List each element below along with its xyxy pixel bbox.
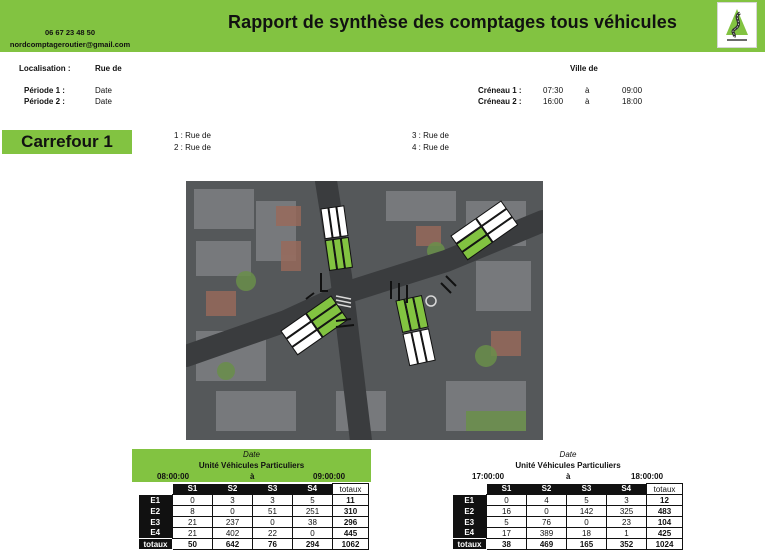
table-cell: 0	[293, 528, 333, 539]
table1-corner	[139, 484, 173, 495]
table2-date: Date	[559, 450, 577, 459]
creneau2-start: 16:00	[543, 97, 564, 106]
table-cell: 76	[527, 517, 567, 528]
table-row	[453, 506, 683, 517]
grand-total: 1062	[333, 539, 369, 550]
row-total: 310	[333, 506, 369, 517]
table1-date: Date	[243, 450, 260, 459]
street-4: 4 : Rue de	[412, 143, 449, 152]
creneau1-end: 09:00	[622, 86, 643, 95]
row-total: 12	[647, 495, 683, 506]
table2-col-s1: S1	[487, 484, 527, 495]
row-total: 425	[647, 528, 683, 539]
table1-end: 09:00:00	[313, 472, 346, 481]
localisation-value: Rue de	[95, 64, 122, 73]
table2-col-totaux: totaux	[647, 484, 683, 495]
table2-col-s4: S4	[607, 484, 647, 495]
table-cell: 0	[173, 495, 213, 506]
table1-start: 08:00:00	[157, 472, 190, 481]
table1-counts	[138, 483, 369, 550]
row-total: 445	[333, 528, 369, 539]
column-total: 165	[567, 539, 607, 550]
table-row	[139, 517, 369, 528]
table1-unit: Unité Véhicules Particuliers	[198, 461, 305, 470]
table1-col-s1: S1	[173, 484, 213, 495]
row-total: 483	[647, 506, 683, 517]
table-cell: 0	[253, 517, 293, 528]
table-cell: 5	[293, 495, 333, 506]
column-total: 38	[487, 539, 527, 550]
table2-unit: Unité Véhicules Particuliers	[515, 461, 621, 470]
totals-label: totaux	[453, 539, 487, 550]
table-row	[453, 528, 683, 539]
table-cell: 38	[293, 517, 333, 528]
row-label: E4	[453, 528, 487, 539]
table-cell: 325	[607, 506, 647, 517]
table-row	[453, 517, 683, 528]
street-2: 2 : Rue de	[174, 143, 211, 152]
table-cell: 251	[293, 506, 333, 517]
creneau1-sep: à	[585, 86, 590, 95]
periode1-label: Période 1 :	[24, 86, 65, 95]
column-total: 469	[527, 539, 567, 550]
periode2-value: Date	[95, 97, 112, 106]
table-cell: 142	[567, 506, 607, 517]
aerial-intersection-photo	[186, 181, 543, 440]
table-cell: 23	[607, 517, 647, 528]
table1-col-s4: S4	[293, 484, 333, 495]
table2-col-s2: S2	[527, 484, 567, 495]
table-cell: 21	[173, 517, 213, 528]
creneau1-label: Créneau 1 :	[478, 86, 522, 95]
row-label: E2	[453, 506, 487, 517]
carrefour-title: Carrefour 1	[2, 130, 132, 154]
row-label: E2	[139, 506, 173, 517]
table-cell: 17	[487, 528, 527, 539]
table-cell: 8	[173, 506, 213, 517]
periode2-label: Période 2 :	[24, 97, 65, 106]
table-cell: 402	[213, 528, 253, 539]
table-cell: 5	[567, 495, 607, 506]
street-3: 3 : Rue de	[412, 131, 449, 140]
row-total: 104	[647, 517, 683, 528]
creneau2-label: Créneau 2 :	[478, 97, 522, 106]
table-cell: 4	[527, 495, 567, 506]
phone-number: 06 67 23 48 50	[44, 28, 96, 37]
localisation-label: Localisation :	[19, 64, 71, 73]
row-label: E1	[139, 495, 173, 506]
creneau2-sep: à	[585, 97, 590, 106]
table-cell: 1	[607, 528, 647, 539]
table-cell: 51	[253, 506, 293, 517]
table2-col-s3: S3	[567, 484, 607, 495]
table-cell: 237	[213, 517, 253, 528]
road-logo-icon	[717, 2, 757, 48]
table-row	[139, 506, 369, 517]
table-cell: 3	[607, 495, 647, 506]
table-cell: 0	[527, 506, 567, 517]
table-cell: 389	[527, 528, 567, 539]
row-label: E3	[453, 517, 487, 528]
table-row	[453, 495, 683, 506]
creneau2-end: 18:00	[622, 97, 643, 106]
table-cell: 0	[567, 517, 607, 528]
table2-end: 18:00:00	[631, 472, 664, 481]
column-total: 50	[173, 539, 213, 550]
periode1-value: Date	[95, 86, 112, 95]
column-total: 642	[213, 539, 253, 550]
table-cell: 3	[213, 495, 253, 506]
table2-start: 17:00:00	[472, 472, 505, 481]
table-cell: 18	[567, 528, 607, 539]
table-row	[139, 528, 369, 539]
table1-col-totaux: totaux	[333, 484, 369, 495]
table1-sep: à	[250, 472, 255, 481]
column-total: 76	[253, 539, 293, 550]
table-cell: 22	[253, 528, 293, 539]
row-label: E4	[139, 528, 173, 539]
ville-label: Ville de	[570, 64, 598, 73]
table2-counts	[452, 483, 683, 550]
row-total: 296	[333, 517, 369, 528]
table1-col-s2: S2	[213, 484, 253, 495]
row-label: E3	[139, 517, 173, 528]
totals-row	[139, 539, 369, 550]
contact-block	[0, 27, 140, 51]
row-total: 11	[333, 495, 369, 506]
table-cell: 0	[213, 506, 253, 517]
email-address: nordcomptageroutier@gmail.com	[9, 40, 131, 49]
row-label: E1	[453, 495, 487, 506]
table-cell: 0	[487, 495, 527, 506]
totals-row	[453, 539, 683, 550]
table-cell: 16	[487, 506, 527, 517]
table-cell: 21	[173, 528, 213, 539]
grand-total: 1024	[647, 539, 683, 550]
column-total: 294	[293, 539, 333, 550]
table2-corner	[453, 484, 487, 495]
totals-label: totaux	[139, 539, 173, 550]
street-1: 1 : Rue de	[174, 131, 211, 140]
table-cell: 5	[487, 517, 527, 528]
table-row	[139, 495, 369, 506]
column-total: 352	[607, 539, 647, 550]
table2-sep: à	[566, 472, 571, 481]
table-cell: 3	[253, 495, 293, 506]
creneau1-start: 07:30	[543, 86, 564, 95]
table1-col-s3: S3	[253, 484, 293, 495]
report-title: Rapport de synthèse des comptages tous véhicules	[228, 12, 677, 32]
